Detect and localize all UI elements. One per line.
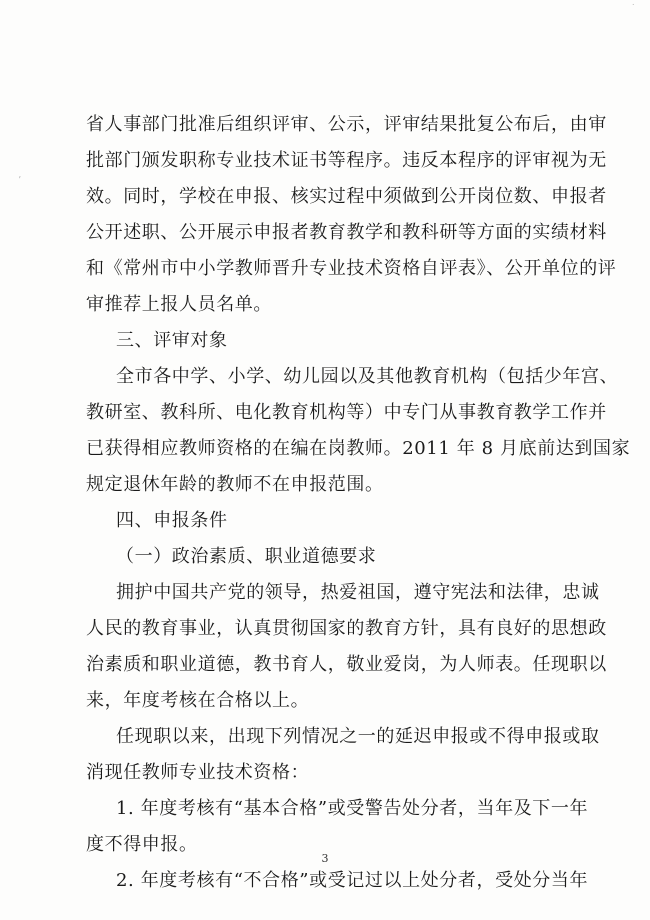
scan-speck: ˙ bbox=[631, 4, 636, 14]
paragraph-line: 来，年度考核在合格以上。 bbox=[86, 690, 310, 711]
paragraph-line: 省人事部门批准后组织评审、公示，评审结果批复公布后，由审 bbox=[86, 114, 607, 135]
paragraph-line: 全市各中学、小学、幼儿园以及其他教育机构（包括少年宫、 bbox=[116, 366, 619, 387]
paragraph-line: 审推荐上报人员名单。 bbox=[86, 294, 272, 315]
paragraph-line: 公开述职、公开展示申报者教育教学和教科研等方面的实绩材料 bbox=[86, 222, 607, 243]
paragraph-line: 治素质和职业道德，教书育人，敬业爱岗，为人师表。任现职以 bbox=[86, 654, 607, 675]
paragraph-line: 人民的教育事业，认真贯彻国家的教育方针，具有良好的思想政 bbox=[86, 618, 607, 639]
paragraph-line: 批部门颁发职称专业技术证书等程序。违反本程序的评审视为无 bbox=[86, 150, 607, 171]
paragraph-line: 和《常州市中小学教师晋升专业技术资格自评表》、公开单位的评 bbox=[86, 258, 617, 279]
paragraph-line: 消现任教师专业技术资格： bbox=[86, 762, 310, 783]
list-item: 1. 年度考核有“基本合格”或受警告处分者，当年及下一年 bbox=[116, 798, 589, 819]
paragraph-line: 拥护中国共产党的领导，热爱祖国，遵守宪法和法律，忠诚 bbox=[116, 582, 600, 603]
subsection-heading: （一）政治素质、职业道德要求 bbox=[116, 546, 377, 567]
paragraph-line: 已获得相应教师资格的在编在岗教师。2011 年 8 月底前达到国家 bbox=[86, 438, 631, 459]
paragraph-line: 任现职以来，出现下列情况之一的延迟申报或不得申报或取 bbox=[116, 726, 600, 747]
section-heading: 三、评审对象 bbox=[116, 330, 228, 351]
paragraph-line: 教研室、教科所、电化教育机构等）中专门从事教育教学工作并 bbox=[86, 402, 607, 423]
scan-speck: ʼ bbox=[18, 176, 21, 186]
section-heading: 四、申报条件 bbox=[116, 510, 228, 531]
paragraph-line: 效。同时，学校在申报、核实过程中须做到公开岗位数、申报者 bbox=[86, 186, 607, 207]
list-item: 2. 年度考核有“不合格”或受记过以上处分者，受处分当年 bbox=[116, 870, 589, 891]
paragraph-line: 规定退休年龄的教师不在申报范围。 bbox=[86, 474, 384, 495]
page-number: 3 bbox=[321, 852, 329, 865]
list-item-continuation: 度不得申报。 bbox=[86, 834, 198, 855]
